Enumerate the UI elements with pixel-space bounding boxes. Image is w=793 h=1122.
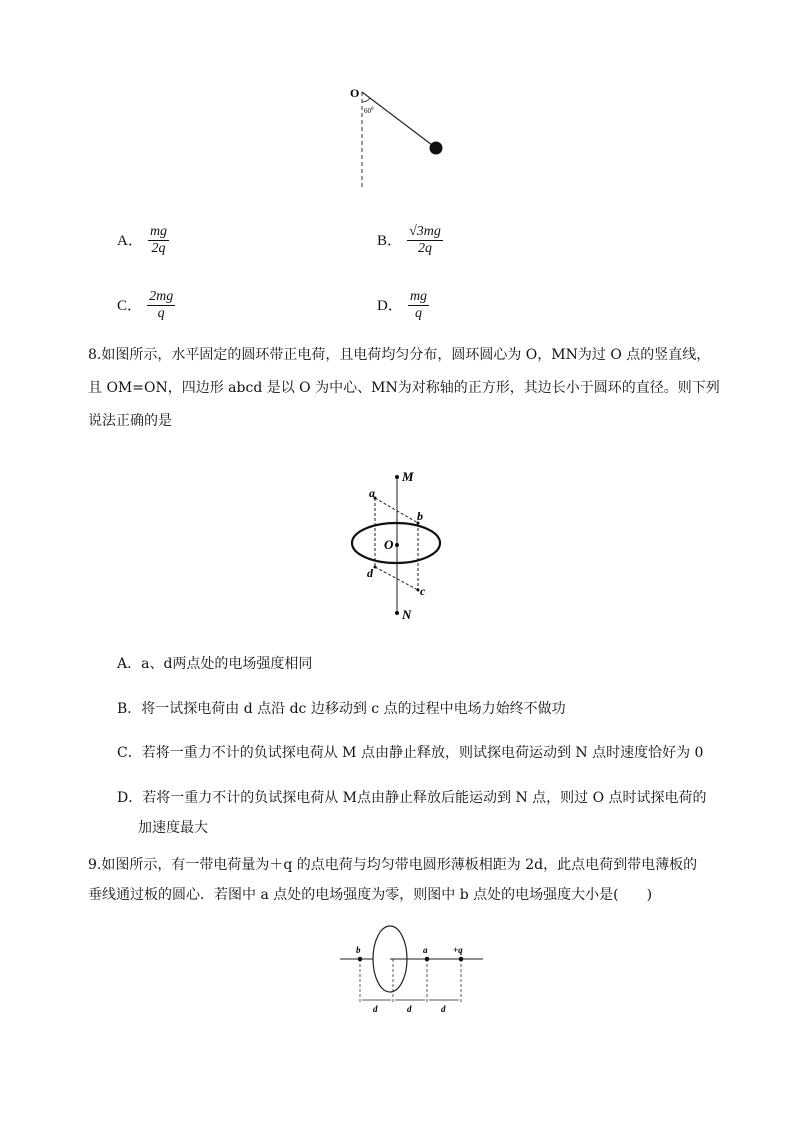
q8-option-a[interactable]: A．a、d两点处的电场强度相同 bbox=[117, 656, 313, 672]
plate-charge-figure bbox=[335, 922, 485, 1017]
label-a: a bbox=[423, 945, 428, 955]
sqrt-symbol: √ bbox=[409, 224, 417, 239]
option-a-fraction bbox=[148, 224, 169, 257]
option-a-letter: A． bbox=[117, 233, 143, 249]
option-b-denominator: 2q bbox=[418, 241, 433, 256]
q8-option-c[interactable]: C．若将一重力不计的负试探电荷从 M 点由静止释放，则试探电荷运动到 N 点时速度恰好为 0 bbox=[117, 745, 704, 761]
q9-stem-line-2: 垂线通过板的圆心．若图中 a 点处的电场强度为零，则图中 b 点处的电场强度大小是( ) bbox=[88, 887, 653, 903]
option-a[interactable] bbox=[117, 224, 169, 257]
option-b-numerator: √3mg bbox=[409, 224, 441, 239]
label-b: b bbox=[356, 945, 361, 955]
label-d-1: d bbox=[373, 1004, 378, 1014]
option-d[interactable] bbox=[377, 289, 429, 322]
q9-stem-line-1: 9.如图所示，有一带电荷量为＋q 的点电荷与均匀带电圆形薄板相距为 2d，此点电荷到带电薄板的 bbox=[88, 857, 698, 873]
pivot-label-o: O bbox=[350, 86, 360, 100]
point-a bbox=[425, 957, 430, 962]
label-d: d bbox=[367, 566, 373, 580]
pendulum-figure bbox=[340, 80, 460, 195]
option-b-letter: B． bbox=[377, 233, 403, 249]
q8-option-b[interactable]: B．将一试探电荷由 d 点沿 dc 边移动到 c 点的过程中电场力始终不做功 bbox=[117, 701, 566, 717]
option-c[interactable] bbox=[117, 289, 175, 322]
q8-stem-line-1: 8.如图所示，水平固定的圆环带正电荷，且电荷均匀分布，圆环圆心为 O，MN为过 O 点的竖直线， bbox=[88, 347, 711, 363]
label-d-3: d bbox=[441, 1004, 446, 1014]
label-q: +q bbox=[453, 945, 463, 955]
q8-stem-line-3: 说法正确的是 bbox=[88, 413, 172, 429]
option-c-numerator: 2mg bbox=[149, 289, 174, 304]
option-d-denominator: q bbox=[415, 306, 422, 321]
option-d-letter: D． bbox=[377, 298, 403, 314]
option-c-letter: C． bbox=[117, 298, 143, 314]
pendulum-bob bbox=[430, 142, 443, 155]
q8-option-d[interactable]: D．若将一重力不计的负试探电荷从 M点由静止释放后能运动到 N 点，则过 O 点时试探电荷的 bbox=[117, 790, 707, 806]
angle-arc bbox=[362, 98, 370, 102]
label-a: a bbox=[369, 486, 375, 500]
point-o bbox=[395, 543, 399, 547]
label-m: M bbox=[402, 469, 414, 484]
label-c: c bbox=[420, 584, 426, 598]
pendulum-string bbox=[362, 92, 436, 148]
point-d bbox=[374, 566, 377, 569]
point-n bbox=[395, 611, 399, 615]
option-b[interactable] bbox=[377, 224, 443, 257]
label-d-2: d bbox=[407, 1004, 412, 1014]
label-b: b bbox=[417, 509, 423, 523]
ring-square-figure bbox=[345, 465, 450, 625]
angle-label: $60^0$ bbox=[364, 107, 374, 115]
option-d-fraction bbox=[408, 289, 429, 322]
point-b bbox=[358, 957, 363, 962]
point-m bbox=[395, 475, 399, 479]
q8-stem-line-2: 且 OM=ON，四边形 abcd 是以 O 为中心、MN为对称轴的正方形，其边长小于圆环的直径。则下列 bbox=[88, 380, 720, 396]
option-a-numerator: mg bbox=[149, 224, 168, 239]
charged-ring bbox=[352, 523, 440, 563]
option-b-fraction bbox=[407, 224, 443, 257]
point-charge bbox=[459, 957, 464, 962]
label-n: N bbox=[402, 607, 412, 622]
option-c-fraction bbox=[147, 289, 175, 322]
q8-option-d-continued: 加速度最大 bbox=[138, 820, 208, 836]
option-a-denominator: 2q bbox=[151, 241, 166, 256]
label-o: O bbox=[384, 537, 394, 552]
option-d-numerator: mg bbox=[409, 289, 428, 304]
option-c-denominator: q bbox=[157, 306, 165, 321]
